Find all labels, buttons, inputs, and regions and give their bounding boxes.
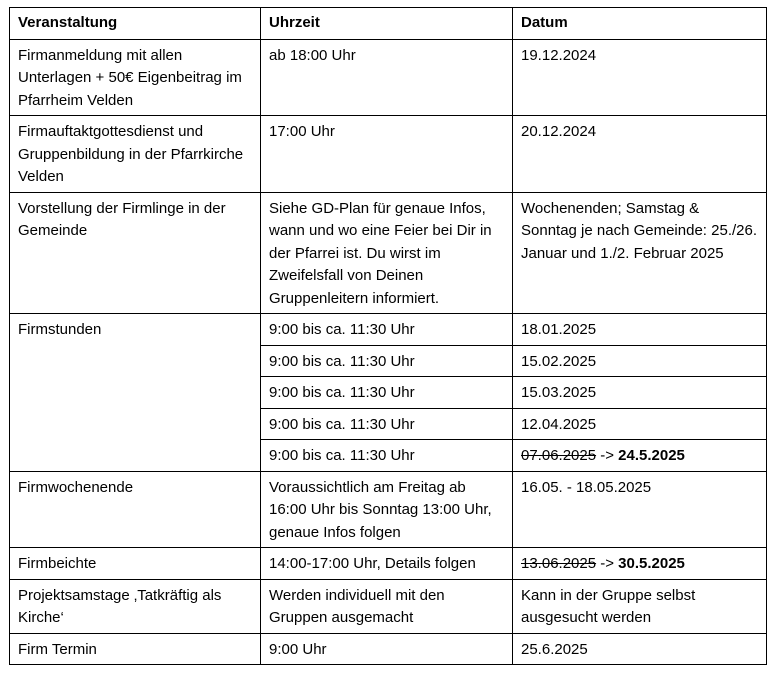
table-row xyxy=(10,314,767,346)
table-row xyxy=(10,192,767,314)
header-date: Datum xyxy=(513,8,767,40)
date-cell xyxy=(513,440,767,472)
event-cell: Vorstellung der Firmlinge in der Gemeinde xyxy=(10,192,261,314)
time-cell: ab 18:00 Uhr xyxy=(261,39,513,116)
date-cell: Kann in der Gruppe selbst ausgesucht werden xyxy=(513,579,767,633)
new-date: 24.5.2025 xyxy=(618,447,685,464)
old-date: 07.06.2025 xyxy=(521,447,597,464)
new-date: 30.5.2025 xyxy=(618,555,685,572)
time-cell: 9:00 bis ca. 11:30 Uhr xyxy=(261,440,513,472)
table-row xyxy=(10,116,767,193)
table-row xyxy=(10,471,767,548)
old-date: 13.06.2025 xyxy=(521,555,597,572)
time-cell: Voraussichtlich am Freitag ab 16:00 Uhr bis Sonntag 13:00 Uhr, genaue Infos folgen xyxy=(261,471,513,548)
time-cell: 9:00 bis ca. 11:30 Uhr xyxy=(261,314,513,346)
date-cell: Wochenenden; Samstag & Sonntag je nach Gemeinde: 25./26. Januar und 1./2. Februar 2025 xyxy=(513,192,767,314)
date-arrow: -> xyxy=(596,555,619,572)
time-cell: 17:00 Uhr xyxy=(261,116,513,193)
date-cell: 15.03.2025 xyxy=(513,377,767,409)
schedule-table xyxy=(9,7,767,665)
time-cell: 9:00 bis ca. 11:30 Uhr xyxy=(261,377,513,409)
date-cell: 16.05. - 18.05.2025 xyxy=(513,471,767,548)
date-cell: 19.12.2024 xyxy=(513,39,767,116)
date-cell: 12.04.2025 xyxy=(513,408,767,440)
table-header-row xyxy=(10,8,767,40)
time-cell: Siehe GD-Plan für genaue Infos, wann und wo eine Feier bei Dir in der Pfarrei ist. Du wirst im Zweifelsfall von Deinen Gruppenleitern informiert. xyxy=(261,192,513,314)
date-cell xyxy=(513,548,767,580)
header-event: Veranstaltung xyxy=(10,8,261,40)
date-cell: 18.01.2025 xyxy=(513,314,767,346)
event-cell: Firmwochenende xyxy=(10,471,261,548)
table-row xyxy=(10,579,767,633)
event-cell: Firmbeichte xyxy=(10,548,261,580)
event-cell: Firmauftaktgottesdienst und Gruppenbildung in der Pfarrkirche Velden xyxy=(10,116,261,193)
event-cell: Firmanmeldung mit allen Unterlagen + 50€ Eigenbeitrag im Pfarrheim Velden xyxy=(10,39,261,116)
table-row xyxy=(10,39,767,116)
date-cell: 15.02.2025 xyxy=(513,345,767,377)
time-cell: 9:00 Uhr xyxy=(261,633,513,665)
date-cell: 25.6.2025 xyxy=(513,633,767,665)
event-cell: Projektsamstage ‚Tatkräftig als Kirche‘ xyxy=(10,579,261,633)
table-row xyxy=(10,548,767,580)
event-cell: Firmstunden xyxy=(10,314,261,472)
event-cell: Firm Termin xyxy=(10,633,261,665)
date-cell: 20.12.2024 xyxy=(513,116,767,193)
time-cell: Werden individuell mit den Gruppen ausgemacht xyxy=(261,579,513,633)
time-cell: 14:00-17:00 Uhr, Details folgen xyxy=(261,548,513,580)
time-cell: 9:00 bis ca. 11:30 Uhr xyxy=(261,345,513,377)
header-time: Uhrzeit xyxy=(261,8,513,40)
table-row xyxy=(10,633,767,665)
date-arrow: -> xyxy=(596,447,619,464)
time-cell: 9:00 bis ca. 11:30 Uhr xyxy=(261,408,513,440)
